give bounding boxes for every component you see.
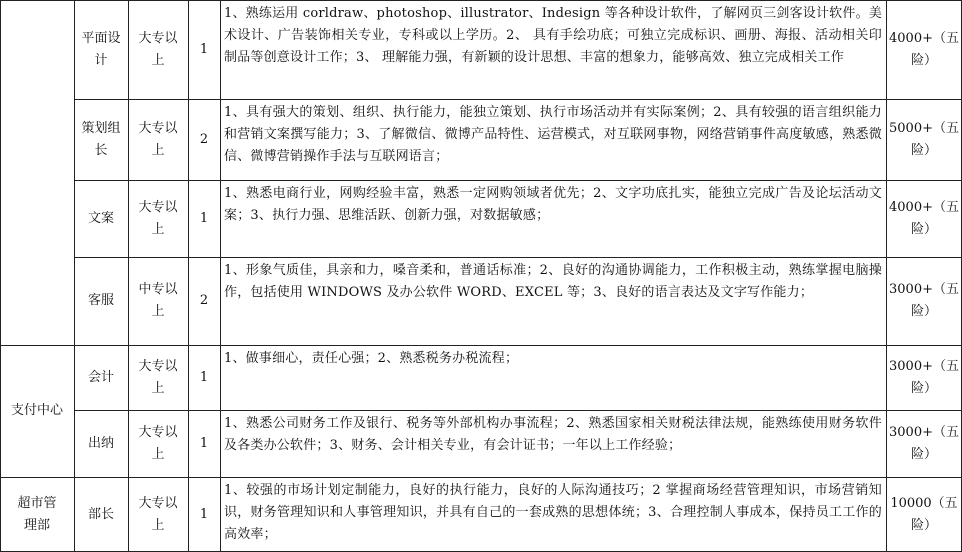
requirements-cell [220, 345, 886, 410]
salary-cell [886, 257, 962, 345]
table-border [74, 257, 962, 258]
headcount-cell-text: 1 [199, 41, 209, 57]
requirements-cell [220, 410, 886, 477]
position-cell-text: 平面设计 [81, 30, 121, 68]
table-border [74, 0, 75, 552]
requirements-cell-text: 1、具有强大的策划、组织、执行能力，能独立策划、执行市场活动并有实际案例；2、具有较强的语言组织能力和营销文案撰写能力；3、了解微信、微博产品特性、运营模式，对互联网事物，网络营销事件高度敏感，熟悉微信、微博营销操作手法与互联网语言； [224, 105, 882, 164]
salary-cell-text: 3000+（五险） [889, 424, 959, 462]
headcount-cell [188, 345, 220, 410]
headcount-cell-text: 2 [199, 131, 209, 147]
education-cell [128, 180, 188, 257]
table-border [74, 410, 962, 411]
department-cell-text: 支付中心 [10, 403, 63, 418]
table-border [220, 0, 221, 552]
table-border [0, 0, 962, 1]
requirements-cell-text: 1、做事细心，责任心强；2、熟悉税务办税流程； [224, 351, 519, 366]
education-cell [128, 0, 188, 99]
education-cell [128, 99, 188, 180]
position-cell [74, 477, 128, 552]
education-cell [128, 410, 188, 477]
requirements-cell [220, 180, 886, 257]
position-cell-text: 会计 [87, 369, 114, 385]
department-cell [0, 345, 74, 477]
position-cell-text: 客服 [87, 293, 114, 308]
education-cell-text: 大专以上 [138, 120, 178, 158]
department-cell [0, 477, 74, 552]
headcount-cell [188, 257, 220, 345]
requirements-cell [220, 0, 886, 99]
headcount-cell-text: 1 [199, 435, 209, 451]
headcount-cell [188, 99, 220, 180]
education-cell-text: 大专以上 [138, 495, 178, 533]
salary-cell [886, 99, 962, 180]
salary-cell-text: 5000+（五险） [889, 120, 959, 158]
table-border [128, 0, 129, 552]
position-cell [74, 180, 128, 257]
position-cell [74, 410, 128, 477]
table-border [74, 180, 962, 181]
requirements-cell-text: 1、熟悉公司财务工作及银行、税务等外部机构办事流程；2、熟悉国家相关财税法律法规，能熟练使用财务软件及各类办公软件；3、财务、会计相关专业，有会计证书；一年以上工作经验； [224, 416, 882, 453]
salary-cell-text: 3000+（五险） [889, 358, 959, 396]
headcount-cell-text: 1 [199, 506, 209, 522]
position-cell-text: 出纳 [87, 435, 114, 451]
position-cell-text: 部长 [87, 506, 114, 522]
requirements-cell-text: 1、形象气质佳，具亲和力，嗓音柔和，普通话标准；2、良好的沟通协调能力，工作积极主动，熟练掌握电脑操作，包括使用 WINDOWS 及办公软件 WORD、EXCEL 等；3、良好的语言表达及文字写作能力； [224, 263, 882, 300]
department-cell [0, 0, 74, 345]
salary-cell [886, 345, 962, 410]
table-border [0, 477, 962, 478]
headcount-cell-text: 2 [199, 293, 209, 308]
education-cell-text: 大专以上 [138, 30, 178, 68]
requirements-cell-text: 1、熟练运用 corldraw、photoshop、illustrator、Indesign 等各种设计软件，了解网页三剑客设计软件。美术设计、广告装饰相关专业，专科或以上学历。2、 具有手绘功底；可独立完成标识、画册、海报、活动相关印制品等创意设计工作；3、 理解能力强，有新颖的设计思想、丰富的想象力，能够高效、独立完成相关工作 [224, 6, 882, 65]
headcount-cell [188, 0, 220, 99]
education-cell [128, 257, 188, 345]
table-border [886, 0, 887, 552]
salary-cell [886, 0, 962, 99]
education-cell-text: 大专以上 [138, 199, 178, 237]
position-cell [74, 345, 128, 410]
salary-cell [886, 477, 962, 552]
education-cell [128, 477, 188, 552]
requirements-cell [220, 477, 886, 552]
education-cell-text: 中专以上 [138, 282, 178, 319]
position-cell-text: 文案 [87, 210, 114, 226]
table-border [0, 345, 962, 346]
salary-cell-text: 4000+（五险） [889, 199, 959, 237]
position-cell [74, 99, 128, 180]
headcount-cell-text: 1 [199, 210, 209, 226]
requirements-cell-text: 1、较强的市场计划定制能力，良好的执行能力，良好的人际沟通技巧；2 掌握商场经营管理知识，市场营销知识，财务管理知识和人事管理知识，并具有自己的一套成熟的思想体统；3、合理控制人事成本，保持员工工作的高效率； [224, 483, 882, 542]
requirements-cell [220, 257, 886, 345]
education-cell-text: 大专以上 [138, 358, 178, 396]
position-cell [74, 257, 128, 345]
headcount-cell [188, 410, 220, 477]
education-cell-text: 大专以上 [138, 424, 178, 462]
position-cell-text: 策划组长 [81, 120, 121, 158]
requirements-cell-text: 1、熟悉电商行业，网购经验丰富，熟悉一定网购领域者优先；2、文字功底扎实，能独立完成广告及论坛活动文案；3、执行力强、思维活跃、创新力强，对数据敏感； [224, 186, 882, 223]
position-cell [74, 0, 128, 99]
headcount-cell [188, 180, 220, 257]
department-cell-text: 超市管理部 [17, 495, 57, 533]
table-border [74, 99, 962, 100]
table-border [188, 0, 189, 552]
salary-cell [886, 180, 962, 257]
salary-cell-text: 3000+（五险） [889, 282, 959, 319]
headcount-cell [188, 477, 220, 552]
salary-cell-text: 10000（五险） [890, 495, 958, 533]
salary-cell [886, 410, 962, 477]
salary-cell-text: 4000+（五险） [889, 30, 959, 68]
headcount-cell-text: 1 [199, 369, 209, 385]
requirements-cell [220, 99, 886, 180]
table-border [0, 0, 1, 552]
education-cell [128, 345, 188, 410]
